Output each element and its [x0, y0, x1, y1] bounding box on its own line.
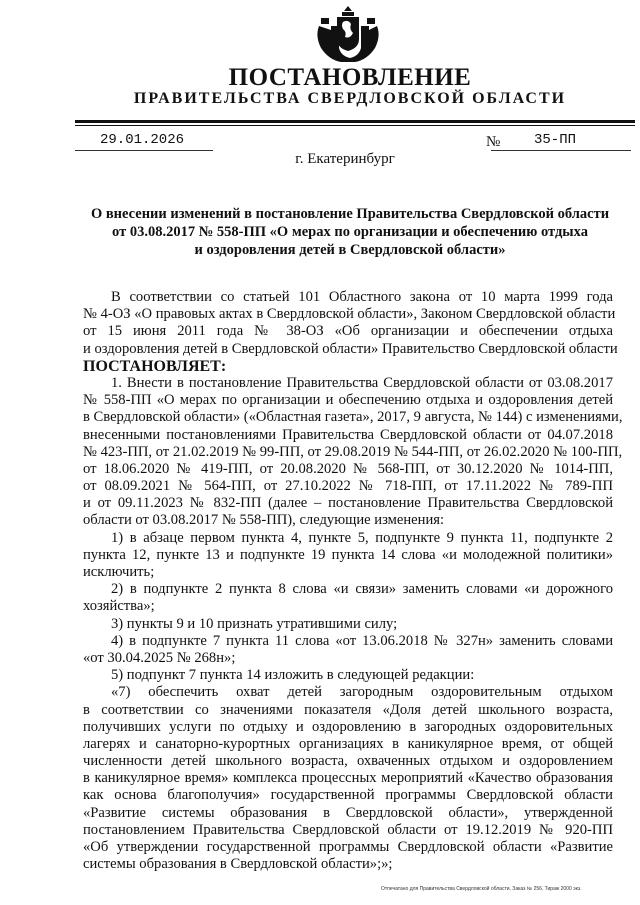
text-line: «Об утверждении государственной программы Свердловской области «Развитие	[83, 839, 613, 855]
text-line: 1) в абзаце первом пункта 4, пункте 5, подпункте 9 пункта 11, подпункте 2	[111, 529, 613, 546]
heading-line: О внесении изменений в постановление Правительства Свердловской области	[90, 206, 610, 222]
paragraph	[83, 633, 613, 667]
text-line: лагерях и санаторно-курортных организациях в каникулярное время, от общей	[83, 735, 613, 752]
text-line: области от 03.08.2017 № 558-ПП), следующие изменения:	[83, 512, 445, 529]
city: г. Екатеринбург	[295, 151, 395, 167]
text-line: 1. Внести в постановление Правительства Свердловской области от 03.08.2017	[111, 374, 613, 391]
text-line: внесенными постановлениями Правительства Свердловской области от 04.07.2018	[83, 426, 613, 443]
paragraph	[83, 358, 613, 375]
paragraph	[83, 581, 613, 615]
print-footer: Отпечатано для Правительства Свердловской области. Заказ № 256. Тираж 2000 экз.	[381, 886, 582, 892]
text-line: «Развитие системы образования в Свердловской области», утвержденной	[83, 804, 613, 821]
text-line: В соответствии со статьей 101 Областного закона от 10 марта 1999 года	[111, 289, 613, 305]
issuer-title: ПРАВИТЕЛЬСТВА СВЕРДЛОВСКОЙ ОБЛАСТИ	[133, 90, 567, 107]
text-line: в каникулярное время» комплекса процессных мероприятий «Качество образования	[83, 770, 613, 787]
paragraph	[83, 616, 613, 633]
text-line: «от 30.04.2025 № 268н»;	[83, 649, 236, 666]
text-line: хозяйства»;	[83, 598, 155, 615]
document-body	[83, 289, 623, 873]
text-line: 5) подпункт 7 пункта 14 изложить в следующей редакции:	[111, 667, 475, 684]
paragraph	[83, 289, 618, 358]
text-line: «7) обеспечить охват детей загородным оздоровительным отдыхом	[111, 684, 613, 701]
text-line: как основа благополучия» государственной программы Свердловской области	[83, 787, 613, 804]
text-line: от 18.06.2020 № 419-ПП, от 20.08.2020 № 568-ПП, от 30.12.2020 № 1014-ПП,	[83, 460, 613, 477]
document-date: 29.01.2026	[100, 132, 185, 148]
text-line: пункта 12, пункте 13 и подпункте 19 пункта 14 слова «и молодежной политики»	[83, 546, 613, 563]
header-double-rule	[75, 120, 635, 123]
text-line: численности детей школьного возраста, охваченных отдыхом и оздоровлением	[83, 753, 613, 770]
text-line: № 4-ОЗ «О правовых актах в Свердловской области», Законом Свердловской области	[83, 306, 616, 323]
coat-of-arms-emblem	[313, 4, 383, 64]
text-line: 4) в подпункте 7 пункта 11 слова «от 13.06.2018 № 327н» заменить словами	[111, 632, 613, 649]
text-line: в Свердловской области» («Областная газета», 2017, 9 августа, № 144) с изменениями,	[83, 409, 623, 426]
paragraph	[83, 667, 613, 684]
text-line: и оздоровления детей в Свердловской области» Правительство Свердловской области	[83, 340, 618, 357]
text-line: исключить;	[83, 564, 155, 580]
text-line: постановлением Правительства Свердловской области от 19.12.2019 № 920-ПП	[83, 821, 613, 838]
paragraph	[83, 684, 613, 873]
text-line: ПОСТАНОВЛЯЕТ:	[83, 357, 227, 375]
text-line: в соответствии со значениями показателя «Доля детей школьного возраста,	[83, 701, 613, 718]
document-heading	[75, 205, 625, 259]
document-type-title: ПОСТАНОВЛЕНИЕ	[228, 64, 472, 91]
text-line: получивших услуги по отдыху и оздоровлению в загородных оздоровительных	[83, 718, 613, 735]
heading-line: от 03.08.2017 № 558-ПП «О мерах по организации и обеспечению отдыха	[112, 224, 588, 240]
text-line: от 15 июня 2011 года № 38-ОЗ «Об организации и обеспечении отдыха	[83, 323, 613, 340]
text-line: системы образования в Свердловской области»;»;	[83, 856, 393, 873]
text-line: № 423-ПП, от 21.02.2019 № 99-ПП, от 29.08.2019 № 544-ПП, от 26.02.2020 № 100-ПП,	[83, 443, 623, 460]
text-line: 3) пункты 9 и 10 признать утратившими силу;	[111, 615, 398, 632]
heading-line: и оздоровления детей в Свердловской области»	[194, 242, 506, 258]
document-number: 35-ПП	[534, 132, 577, 148]
paragraph	[83, 374, 623, 530]
text-line: 2) в подпункте 2 пункта 8 слова «и связи» заменить словами «и дорожного	[111, 581, 613, 598]
text-line: и от 09.11.2023 № 832-ПП (далее – постановление Правительства Свердловской	[83, 495, 613, 512]
text-line: от 08.09.2021 № 564-ПП, от 27.10.2022 № 718-ПП, от 17.11.2022 № 789-ПП	[83, 478, 613, 495]
header-rule-thin	[75, 125, 635, 126]
text-line: № 558-ПП «О мерах по организации и обеспечению отдыха и оздоровления детей	[83, 392, 613, 409]
number-sign: №	[486, 134, 501, 150]
paragraph	[83, 530, 613, 582]
